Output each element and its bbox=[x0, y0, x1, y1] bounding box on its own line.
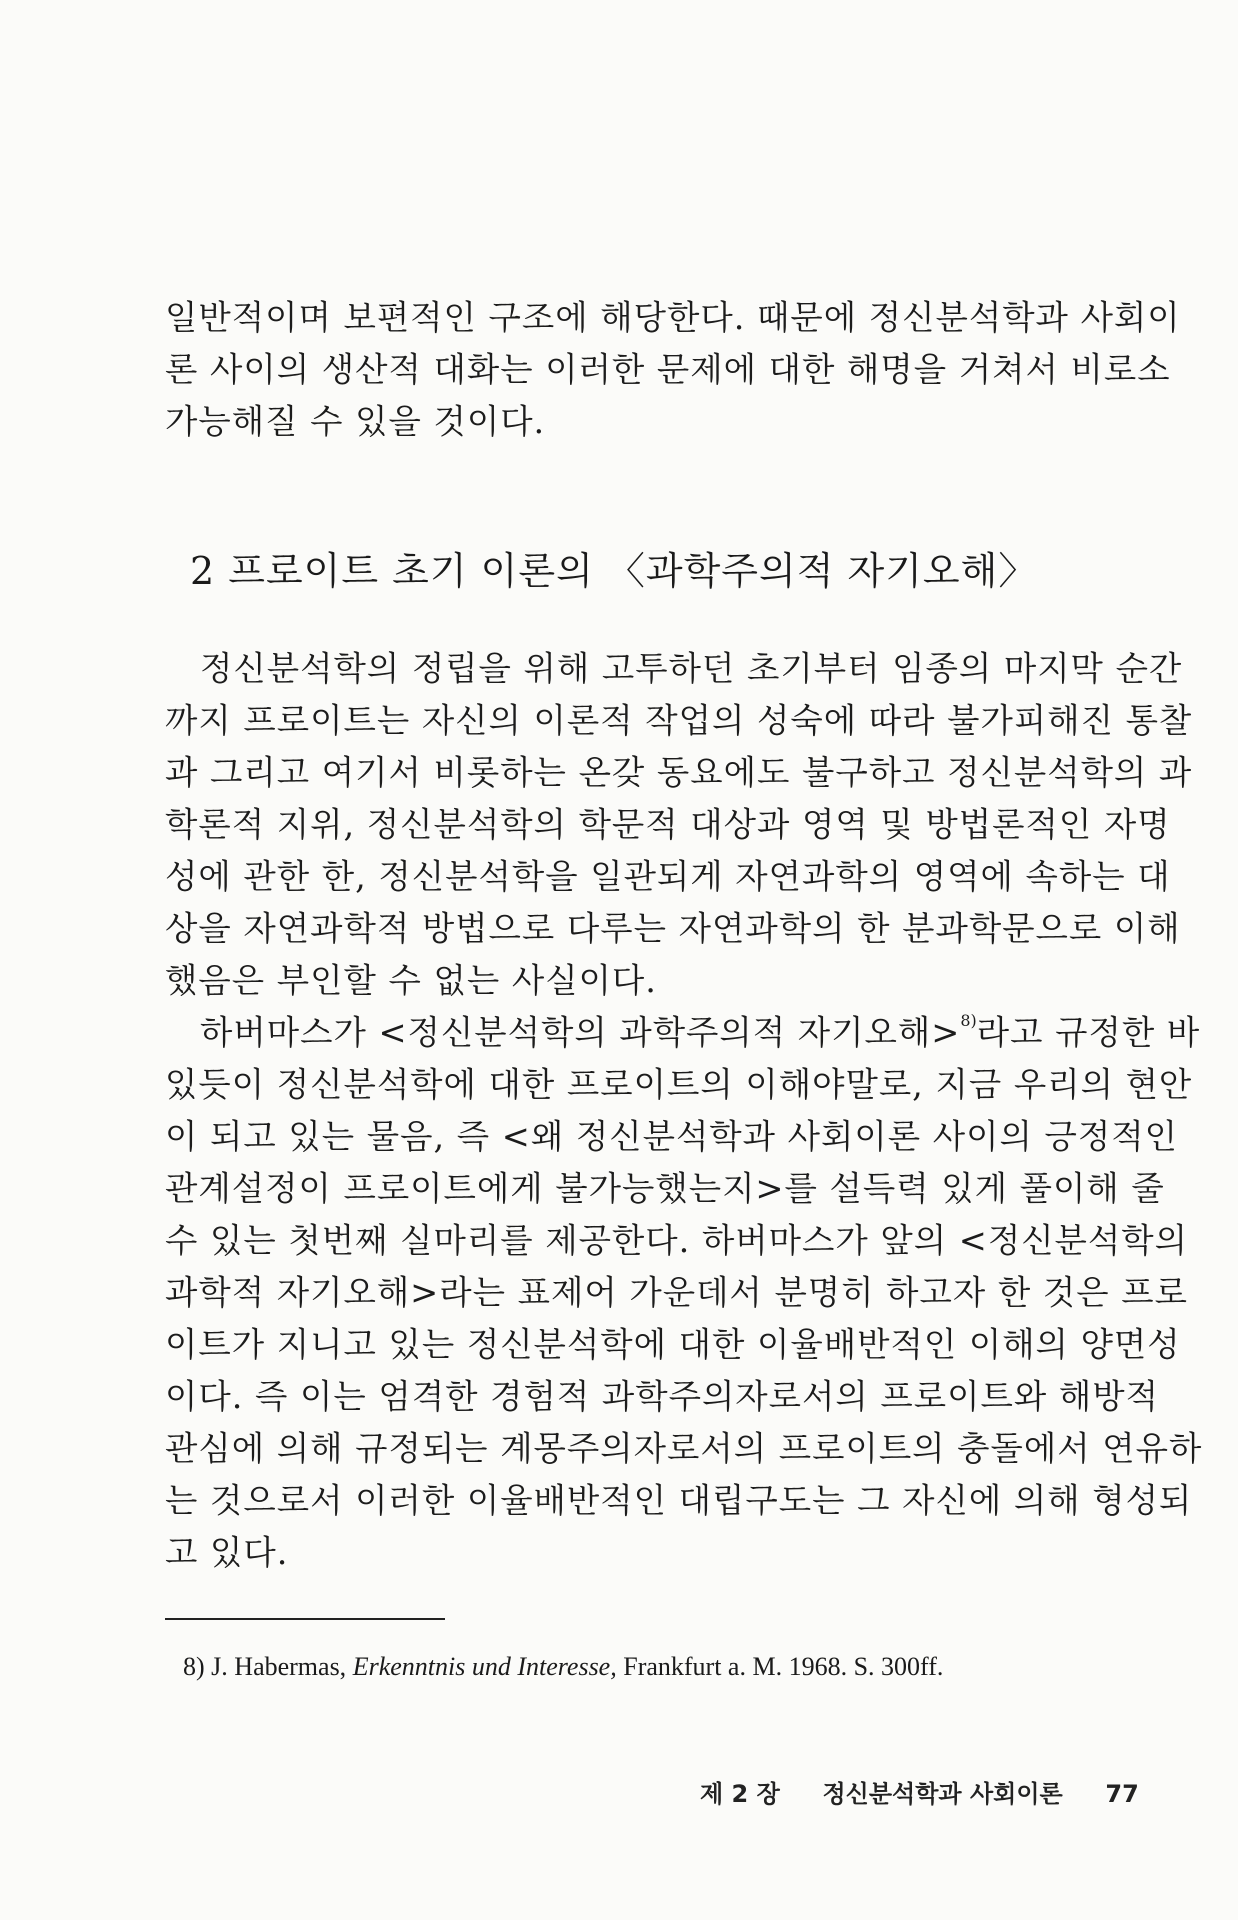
page-footer bbox=[700, 1774, 1139, 1809]
text-line: 성에 관한 한, 정신분석학을 일관되게 자연과학의 영역에 속하는 대 bbox=[165, 857, 1171, 896]
footnote-divider bbox=[165, 1618, 445, 1620]
section-heading: 2 프로이트 초기 이론의 〈과학주의적 자기오해〉 bbox=[190, 549, 1038, 593]
intro-paragraph bbox=[165, 292, 1181, 448]
text-line: 관계설정이 프로이트에게 불가능했는지>를 설득력 있게 풀이해 줄 bbox=[165, 1169, 1165, 1208]
text-segment: 라고 규정한 바 bbox=[976, 1013, 1201, 1052]
text-line: 까지 프로이트는 자신의 이론적 작업의 성숙에 따라 불가피해진 통찰 bbox=[165, 701, 1193, 740]
text-line: 수 있는 첫번째 실마리를 제공한다. 하버마스가 앞의 <정신분석학의 bbox=[165, 1221, 1189, 1260]
text-line: 고 있다. bbox=[165, 1533, 289, 1572]
footnote bbox=[183, 1652, 943, 1682]
text-line: 이 되고 있는 물음, 즉 <왜 정신분석학과 사회이론 사이의 긍정적인 bbox=[165, 1117, 1178, 1156]
text-line bbox=[165, 1007, 1201, 1059]
footnote-reference: 8) bbox=[960, 1011, 977, 1030]
text-line: 학론적 지위, 정신분석학의 학문적 대상과 영역 및 방법론적인 자명 bbox=[165, 805, 1171, 844]
footnote-publication: Frankfurt a. M. 1968. S. 300ff. bbox=[623, 1652, 944, 1681]
text-line: 상을 자연과학적 방법으로 다루는 자연과학의 한 분과학문으로 이해 bbox=[165, 909, 1181, 948]
footnote-title: Erkenntnis und Interesse, bbox=[352, 1652, 617, 1681]
text-line: 가능해질 수 있을 것이다. bbox=[165, 402, 546, 441]
text-line: 있듯이 정신분석학에 대한 프로이트의 이해야말로, 지금 우리의 현안 bbox=[165, 1065, 1193, 1104]
text-line: 론 사이의 생산적 대화는 이러한 문제에 대한 해명을 거쳐서 비로소 bbox=[165, 350, 1171, 389]
text-line: 과학적 자기오해>라는 표제어 가운데서 분명히 하고자 한 것은 프로 bbox=[165, 1273, 1189, 1312]
body-text bbox=[165, 643, 1203, 1579]
text-line: 일반적이며 보편적인 구조에 해당한다. 때문에 정신분석학과 사회이 bbox=[165, 298, 1181, 337]
text-line: 이다. 즉 이는 엄격한 경험적 과학주의자로서의 프로이트와 해방적 bbox=[165, 1377, 1159, 1416]
text-segment: 하버마스가 <정신분석학의 과학주의적 자기오해> bbox=[200, 1013, 961, 1052]
text-line: 했음은 부인할 수 없는 사실이다. bbox=[165, 961, 657, 1000]
text-line: 관심에 의해 규정되는 계몽주의자로서의 프로이트의 충돌에서 연유하 bbox=[165, 1429, 1203, 1468]
text-line: 이트가 지니고 있는 정신분석학에 대한 이율배반적인 이해의 양면성 bbox=[165, 1325, 1181, 1364]
chapter-title: 정신분석학과 사회이론 bbox=[822, 1780, 1063, 1808]
text-line: 과 그리고 여기서 비롯하는 온갖 동요에도 불구하고 정신분석학의 과 bbox=[165, 753, 1193, 792]
chapter-label: 제 2 장 bbox=[700, 1780, 780, 1808]
footnote-number: 8) bbox=[183, 1652, 205, 1681]
footnote-author: J. Habermas, bbox=[211, 1652, 347, 1681]
text-line: 는 것으로서 이러한 이율배반적인 대립구도는 그 자신에 의해 형성되 bbox=[165, 1481, 1193, 1520]
text-line: 정신분석학의 정립을 위해 고투하던 초기부터 임종의 마지막 순간 bbox=[200, 649, 1183, 688]
page-number: 77 bbox=[1105, 1780, 1139, 1808]
